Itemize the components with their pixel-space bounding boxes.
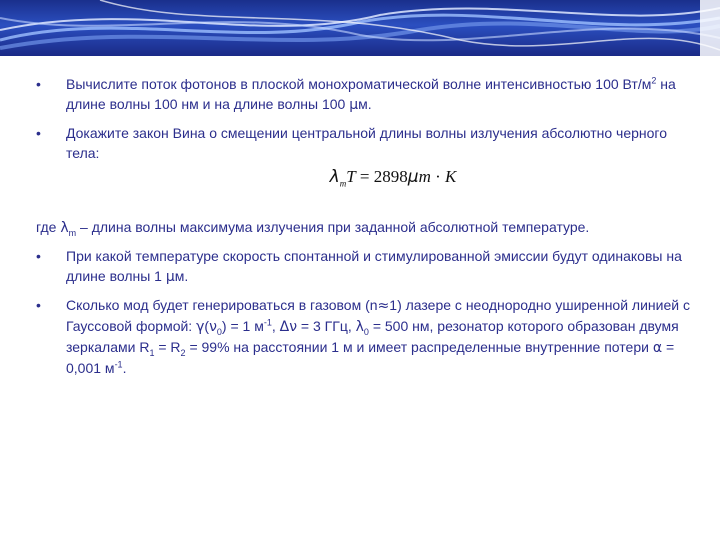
- formula-sub: m: [339, 178, 347, 189]
- r1-sub: 1: [149, 347, 155, 358]
- task-4-part3: (: [204, 318, 210, 334]
- mu-symbol: μ: [349, 97, 359, 113]
- task-3-unit: м.: [174, 268, 189, 284]
- formula-T: T: [346, 167, 356, 186]
- task-4-part6: = 3 ГГц,: [297, 318, 356, 334]
- task-1-sup: 2: [651, 75, 657, 86]
- where-paragraph: [36, 217, 696, 238]
- where-sub: m: [68, 227, 77, 238]
- task-4-part9: = 99% на расстоянии 1 м и имеет распределенные внутренние потери: [185, 339, 653, 355]
- task-1-unit: м.: [358, 96, 372, 112]
- lambda-symbol: λ: [355, 319, 364, 335]
- formula-K: K: [445, 167, 457, 186]
- where-prefix: где: [36, 219, 61, 235]
- gamma-symbol: γ: [196, 319, 205, 335]
- task-4-part7: = 500 нм, резонатор которого образован двумя зеркалами R: [66, 318, 679, 355]
- delta-nu-symbol: Δν: [279, 319, 298, 335]
- formula-lambda: λ: [329, 167, 340, 187]
- approx-symbol: ≈: [377, 298, 390, 314]
- task-3-text: При какой температуре скорость спонтанной и стимулированной эмиссии будут одинаковы на длине волны 1: [66, 248, 682, 284]
- lambda-sub: 0: [363, 326, 369, 337]
- task-item-4: [36, 295, 696, 378]
- task-4-part8: = R: [154, 339, 181, 355]
- nu-sub: 0: [216, 326, 222, 337]
- banner-wave-decoration: [0, 0, 720, 56]
- bullet: •: [36, 76, 41, 92]
- header-banner: [0, 0, 720, 56]
- bullet: •: [36, 248, 41, 264]
- wien-formula: [66, 167, 696, 187]
- where-rest: – длина волны максимума излучения при заданной абсолютной температуре.: [76, 219, 590, 235]
- formula-m: m: [418, 167, 431, 186]
- task-4-sup1: -1: [263, 317, 272, 328]
- mu-symbol: μ: [165, 269, 175, 285]
- formula-number: 2898: [373, 167, 408, 186]
- nu-symbol: ν: [209, 319, 217, 335]
- formula-mu: μ: [407, 167, 419, 187]
- task-1-text: Вычислите поток фотонов в плоской монохроматической волне интенсивностью 100 Вт/м: [66, 76, 652, 92]
- r2-sub: 2: [180, 347, 186, 358]
- task-1-tail: на длине волны 100 нм и на длине волны 100: [66, 76, 676, 112]
- task-item-1: [36, 74, 696, 115]
- task-4-sup2: -1: [114, 359, 123, 370]
- task-4-part11: .: [122, 360, 127, 376]
- task-4-part4: ) = 1 м: [221, 318, 264, 334]
- task-item-2: [36, 123, 696, 187]
- formula-dot: ·: [430, 167, 446, 186]
- bullet: •: [36, 125, 41, 141]
- task-4-part5: ,: [271, 318, 280, 334]
- task-4-part1: Сколько мод будет генерироваться в газовом (n: [66, 297, 378, 313]
- where-lambda: λ: [60, 220, 69, 236]
- alpha-symbol: α: [652, 340, 663, 356]
- task-2-text: Докажите закон Вина о смещении центральной длины волны излучения абсолютно черного тела:: [66, 125, 668, 161]
- task-4-part2: 1) лазере с неоднородно уширенной линией с Гауссовой формой:: [66, 297, 690, 334]
- task-4-part10: = 0,001 м: [66, 339, 675, 376]
- task-item-3: [36, 246, 696, 287]
- slide-content: [36, 74, 696, 386]
- bullet: •: [36, 297, 41, 313]
- formula-eq: =: [355, 167, 374, 186]
